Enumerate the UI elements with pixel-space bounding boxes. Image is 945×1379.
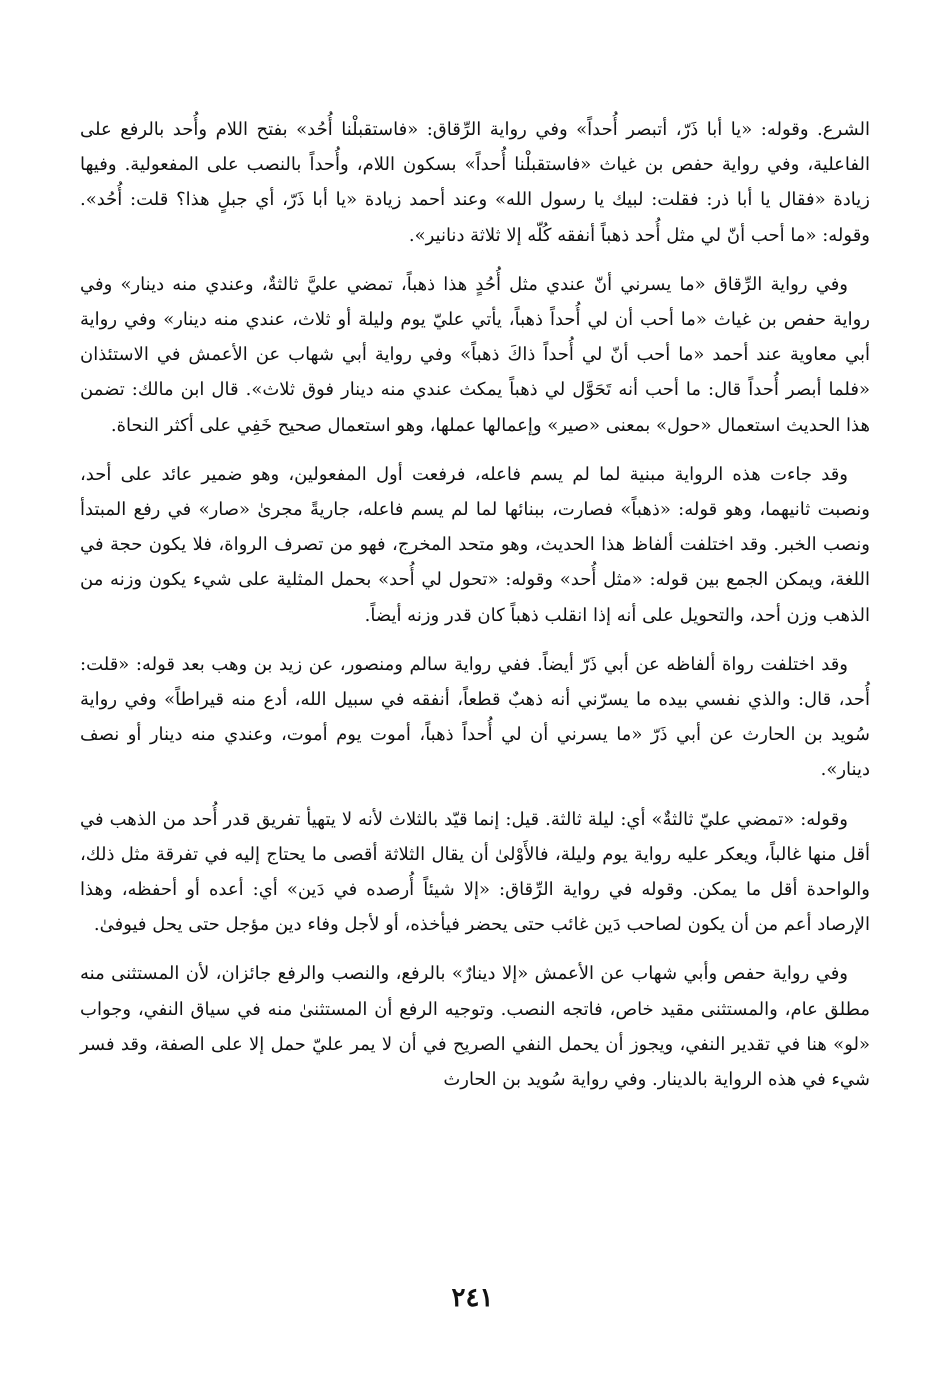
page-body [80, 112, 870, 1111]
paragraph-5: وقوله: «تمضي عليّ ثالثةٌ» أي: ليلة ثالثة. قيل: إنما قيّد بالثلاث لأنه لا يتهيأ تفريق قدر أُحد من الذهب في أقل منها غالباً، ويعكر عليه رواية يوم وليلة، فالأَوْلىٰ أن يقال الثلاثة أقصى ما يحتاج إليه في تفرقة مثل ذلك، والواحدة أقل ما يمكن. وقوله في رواية الرِّقاق: «إلا شيئاً أُرصده في دَين» أي: أعده أو أحفظه، وهذا الإرصاد أعم من أن يكون لصاحب دَين غائب حتى يحضر فيأخذه، أو لأجل وفاء دين مؤجل حتى يحل فيوفىٰ. [80, 808, 870, 936]
page-number: ٢٤١ [451, 1283, 494, 1313]
paragraph-1: الشرع. وقوله: «يا أبا ذَرّ، أتبصر أُحداً» وفي رواية الرِّقاق: «فاستقبلْنا أُحُد» بفتح اللام وأُحد بالرفع على الفاعلية، وفي رواية حفص بن غياث «فاستقبلْنا أُحداً» بسكون اللام، وأُحداً بالنصب على المفعولية. وفيها زيادة «فقال يا أبا ذر: فقلت: لبيك يا رسول الله» وعند أحمد زيادة «يا أبا ذَرّ، أي جبلٍ هذا؟ قلت: أُحُد». وقوله: «ما أحب أنّ لي مثل أُحد ذهباً أنفقه كُلّه إلا ثلاثة دنانير». [80, 119, 870, 246]
paragraph-2: وفي رواية الرِّقاق «ما يسرني أنّ عندي مثل أُحُدٍ هذا ذهباً، تمضي عليَّ ثالثةٌ، وعندي منه دينار» وفي رواية حفص بن غياث «ما أحب أن لي أُحداً ذهباً، يأتي عليّ يوم وليلة أو ثلاث، عندي منه دينار» وفي رواية أبي معاوية عند أحمد «ما أحب أنّ لي أُحداً ذاكَ ذهباً» وفي رواية أبي شهاب عن الأعمش في الاستئذان «فلما أبصر أُحداً قال: ما أحب أنه تَحَوَّل لي ذهباً يمكث عندي منه دينار فوق ثلاث». قال ابن مالك: تضمن هذا الحديث استعمال «حول» بمعنى «صير» وإعمالها عملها، وهو استعمال صحيح خَفِي على أكثر النحاة. [80, 273, 870, 436]
paragraph-6: وفي رواية حفص وأبي شهاب عن الأعمش «إلا دينارٌ» بالرفع، والنصب والرفع جائزان، لأن المستثنى منه مطلق عام، والمستثنى مقيد خاص، فاتجه النصب. وتوجيه الرفع أن المستثنىٰ منه في سياق النفي، وجواب «لو» هنا في تقدير النفي، ويجوز أن يحمل النفي الصريح في أن لا يمر عليّ حمل إلا على الصفة، وقد فسر شيء في هذه الرواية بالدينار. وفي رواية سُويد بن الحارث [80, 963, 870, 1091]
paragraph-3: وقد جاءت هذه الرواية مبنية لما لم يسم فاعله، فرفعت أول المفعولين، وهو ضمير عائد على أحد، ونصبت ثانيهما، وهو قوله: «ذهباً» فصارت، ببنائها لما لم يسم فاعله، جاريةً مجرىٰ «صار» في رفع المبتدأ ونصب الخبر. وقد اختلفت ألفاظ هذا الحديث، وهو متحد المخرج، فهو من تصرف الرواة، فلا يكون حجة في اللغة، ويمكن الجمع بين قوله: «مثل أُحد» وقوله: «تحول لي أُحد» بحمل المثلية على شيء يكون وزنه من الذهب وزن أحد، والتحويل على أنه إذا انقلب ذهباً كان قدر وزنه أيضاً. [80, 463, 870, 626]
paragraph-4: وقد اختلفت رواة ألفاظه عن أبي ذَرّ أيضاً. ففي رواية سالم ومنصور، عن زيد بن وهب بعد قوله: «قلت: أُحد، قال: والذي نفسي بيده ما يسرّني أنه ذهبٌ قطعاً، أنفقه في سبيل الله، أدع منه قيراطاً» وفي رواية سُويد بن الحارث عن أبي ذَرّ «ما يسرني أن لي أُحداً ذهباً، أموت يوم أموت، وعندي منه دينار أو نصف دينار». [80, 653, 870, 781]
